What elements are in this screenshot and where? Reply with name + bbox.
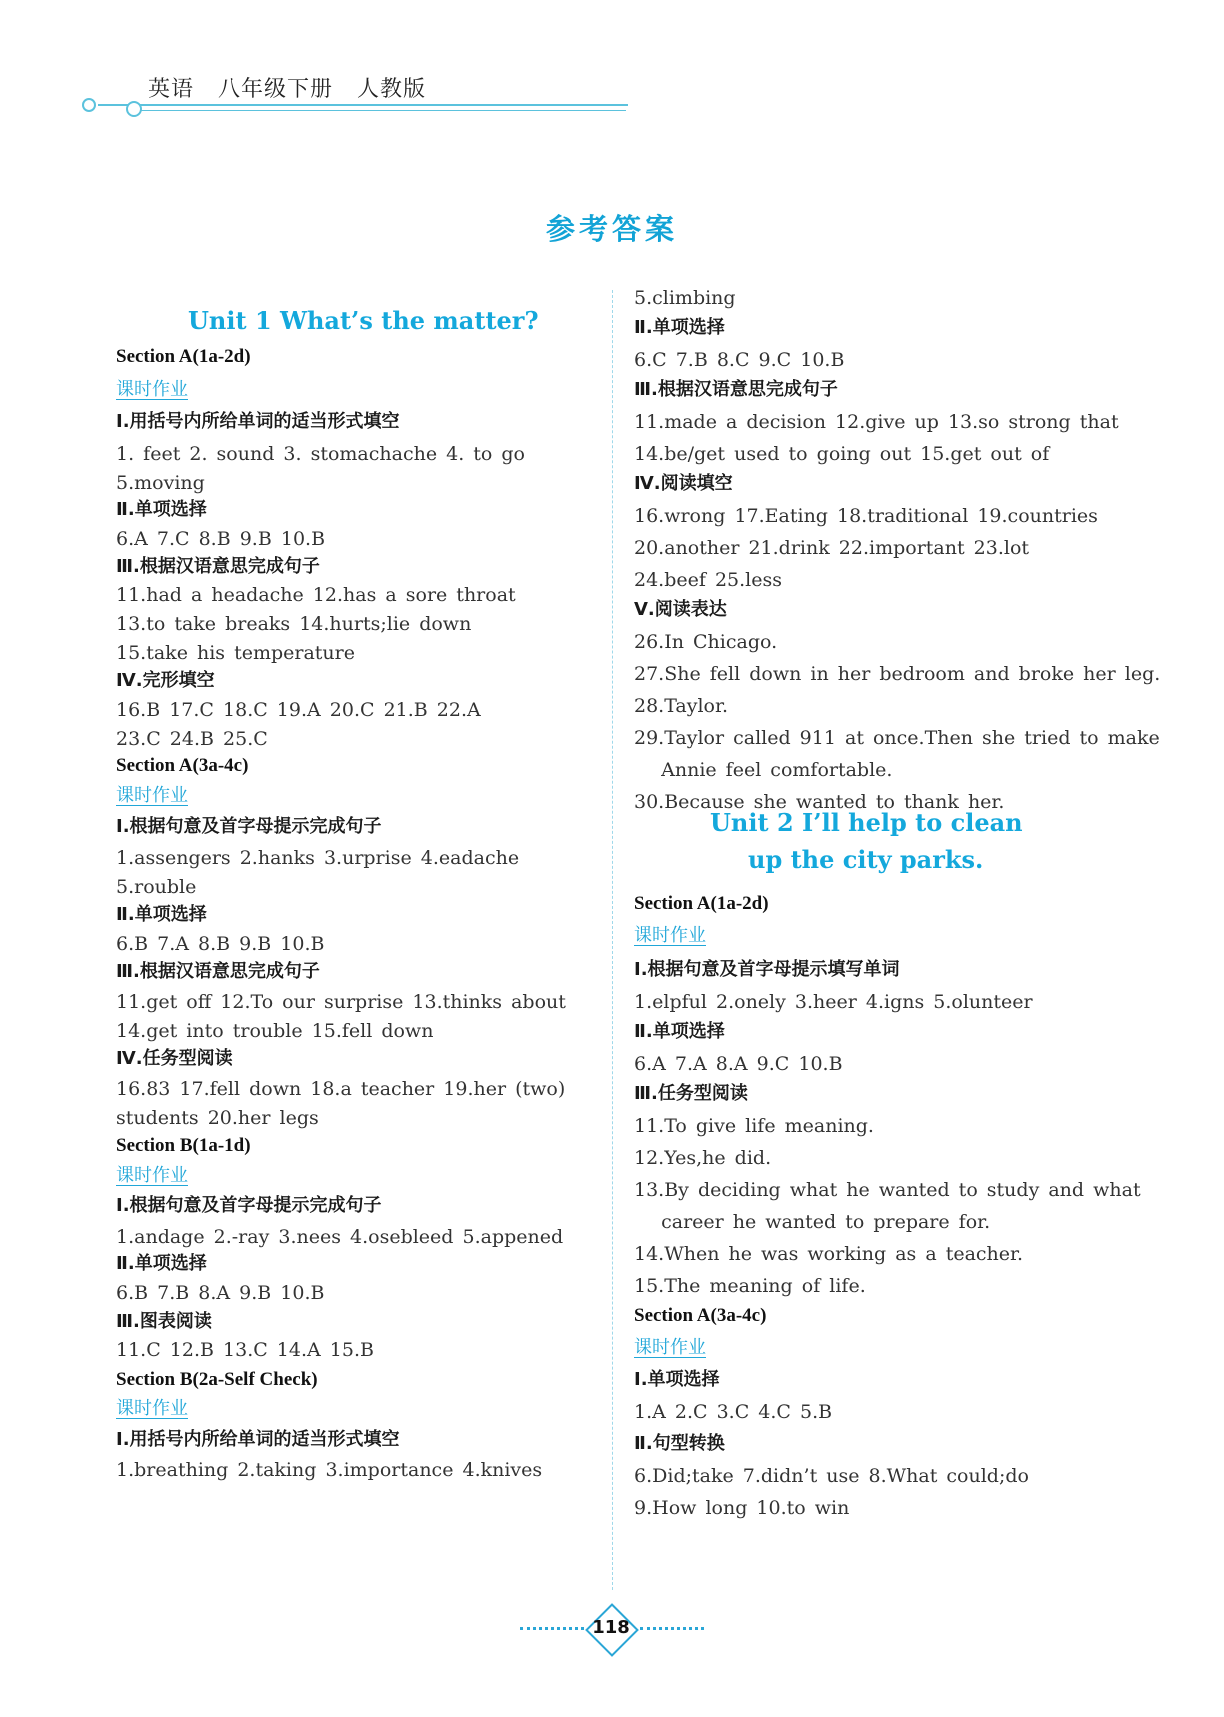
- answer-line: students 20.her legs: [116, 1107, 319, 1129]
- section-heading: Section A(3a-4c): [116, 755, 249, 776]
- answer-line: 11.get off 12.To our surprise 13.thinks about: [116, 991, 566, 1013]
- answer-line: career he wanted to prepare for.: [634, 1211, 991, 1233]
- answer-line: 6.Did;take 7.didn’t use 8.What could;do: [634, 1465, 1029, 1487]
- answer-line: 13.to take breaks 14.hurts;lie down: [116, 613, 472, 635]
- answer-line: 16.B 17.C 18.C 19.A 20.C 21.B 22.A: [116, 699, 481, 721]
- section-heading: Section A(1a-2d): [116, 346, 251, 367]
- header-circle-icon: [126, 101, 142, 117]
- answer-line: 6.B 7.B 8.A 9.B 10.B: [116, 1282, 325, 1304]
- answer-line: 16.83 17.fell down 18.a teacher 19.her (two): [116, 1078, 566, 1100]
- question-heading: Ⅰ.用括号内所给单词的适当形式填空: [116, 411, 400, 432]
- answer-line: 1.breathing 2.taking 3.importance 4.knives: [116, 1459, 543, 1481]
- answer-line: 11.had a headache 12.has a sore throat: [116, 584, 516, 606]
- question-heading: Ⅱ.单项选择: [634, 1021, 725, 1042]
- answer-line: 1.elpful 2.onely 3.heer 4.igns 5.olunteer: [634, 991, 1033, 1013]
- page-title: 参考答案: [545, 212, 678, 246]
- homework-tag: 课时作业: [116, 785, 188, 806]
- homework-tag: 课时作业: [116, 1398, 188, 1419]
- question-heading: Ⅱ.单项选择: [116, 1253, 207, 1274]
- question-heading: Ⅰ.根据句意及首字母提示完成句子: [116, 816, 382, 837]
- answer-line: 14.get into trouble 15.fell down: [116, 1020, 434, 1042]
- question-heading: Ⅲ.根据汉语意思完成句子: [116, 556, 320, 577]
- answer-line: 5.rouble: [116, 876, 197, 898]
- section-heading: Section B(2a-Self Check): [116, 1369, 318, 1390]
- book-title: [148, 72, 426, 103]
- answer-line: 23.C 24.B 25.C: [116, 728, 268, 750]
- page-header: [80, 66, 550, 116]
- answer-line: 1.A 2.C 3.C 4.C 5.B: [634, 1401, 833, 1423]
- answer-line: 5.moving: [116, 472, 205, 494]
- section-heading: Section B(1a-1d): [116, 1135, 251, 1156]
- answer-line: 9.How long 10.to win: [634, 1497, 850, 1519]
- question-heading: Ⅱ.单项选择: [116, 904, 207, 925]
- header-circle-icon: [82, 98, 96, 112]
- unit-heading: Unit 1 What’s the matter?: [188, 306, 539, 335]
- answer-line: 16.wrong 17.Eating 18.traditional 19.countries: [634, 505, 1098, 527]
- answer-line: 20.another 21.drink 22.important 23.lot: [634, 537, 1030, 559]
- footer-dots-left: [520, 1627, 584, 1630]
- answer-line: 14.be/get used to going out 15.get out of: [634, 443, 1050, 465]
- answer-line: 1. feet 2. sound 3. stomachache 4. to go: [116, 443, 525, 465]
- answer-line: 6.C 7.B 8.C 9.C 10.B: [634, 349, 845, 371]
- question-heading: Ⅳ.阅读填空: [634, 473, 733, 494]
- homework-tag: 课时作业: [116, 1165, 188, 1186]
- answer-line: 29.Taylor called 911 at once.Then she tried to make: [634, 727, 1160, 749]
- answer-line: 15.take his temperature: [116, 642, 355, 664]
- answer-line: 26.In Chicago.: [634, 631, 778, 653]
- question-heading: Ⅱ.单项选择: [116, 499, 207, 520]
- edition: 人教版: [357, 77, 427, 102]
- question-heading: Ⅰ.根据句意及首字母提示完成句子: [116, 1195, 382, 1216]
- header-rule-thin: [136, 110, 626, 111]
- answer-line: 11.made a decision 12.give up 13.so strong that: [634, 411, 1119, 433]
- answer-line: 14.When he was working as a teacher.: [634, 1243, 1024, 1265]
- homework-tag: 课时作业: [634, 1337, 706, 1358]
- question-heading: Ⅰ.根据句意及首字母提示填写单词: [634, 959, 900, 980]
- answer-line: 6.B 7.A 8.B 9.B 10.B: [116, 933, 325, 955]
- answer-line: 30.Because she wanted to thank her.: [634, 791, 1005, 813]
- answer-line: 5.climbing: [634, 287, 736, 309]
- page-number-badge: [585, 1608, 637, 1650]
- unit-heading: Unit 2 I’ll help to clean: [710, 808, 1023, 837]
- subject: 英语: [148, 77, 195, 102]
- answer-line: 11.To give life meaning.: [634, 1115, 874, 1137]
- question-heading: Ⅱ.句型转换: [634, 1433, 725, 1454]
- page-number: 118: [592, 1617, 630, 1638]
- question-heading: Ⅲ.根据汉语意思完成句子: [634, 379, 838, 400]
- question-heading: Ⅰ.用括号内所给单词的适当形式填空: [116, 1429, 400, 1450]
- answer-line: 27.She fell down in her bedroom and broke her leg.: [634, 663, 1161, 685]
- answer-line: 12.Yes,he did.: [634, 1147, 772, 1169]
- section-heading: Section A(3a-4c): [634, 1305, 767, 1326]
- unit-heading: up the city parks.: [748, 845, 984, 874]
- answer-line: 24.beef 25.less: [634, 569, 782, 591]
- question-heading: Ⅱ.单项选择: [634, 317, 725, 338]
- answer-line: 11.C 12.B 13.C 14.A 15.B: [116, 1339, 374, 1361]
- footer-dots-right: [640, 1627, 704, 1630]
- answer-line: 13.By deciding what he wanted to study and what: [634, 1179, 1141, 1201]
- question-heading: Ⅳ.任务型阅读: [116, 1048, 233, 1069]
- question-heading: Ⅲ.根据汉语意思完成句子: [116, 961, 320, 982]
- question-heading: Ⅲ.任务型阅读: [634, 1083, 748, 1104]
- answer-line: 6.A 7.A 8.A 9.C 10.B: [634, 1053, 843, 1075]
- answer-line: 28.Taylor.: [634, 695, 729, 717]
- grade: 八年级下册: [218, 77, 334, 102]
- question-heading: Ⅴ.阅读表达: [634, 599, 727, 620]
- header-rule: [98, 104, 628, 106]
- question-heading: Ⅲ.图表阅读: [116, 1311, 212, 1332]
- answer-line: 15.The meaning of life.: [634, 1275, 866, 1297]
- homework-tag: 课时作业: [116, 379, 188, 400]
- section-heading: Section A(1a-2d): [634, 893, 769, 914]
- answer-line: 1.andage 2.-ray 3.nees 4.osebleed 5.appened: [116, 1226, 564, 1248]
- answer-line: Annie feel comfortable.: [634, 759, 893, 781]
- homework-tag: 课时作业: [634, 925, 706, 946]
- question-heading: Ⅳ.完形填空: [116, 670, 215, 691]
- answer-line: 6.A 7.C 8.B 9.B 10.B: [116, 528, 326, 550]
- column-divider: [612, 290, 613, 1590]
- question-heading: Ⅰ.单项选择: [634, 1369, 720, 1390]
- answer-line: 1.assengers 2.hanks 3.urprise 4.eadache: [116, 847, 520, 869]
